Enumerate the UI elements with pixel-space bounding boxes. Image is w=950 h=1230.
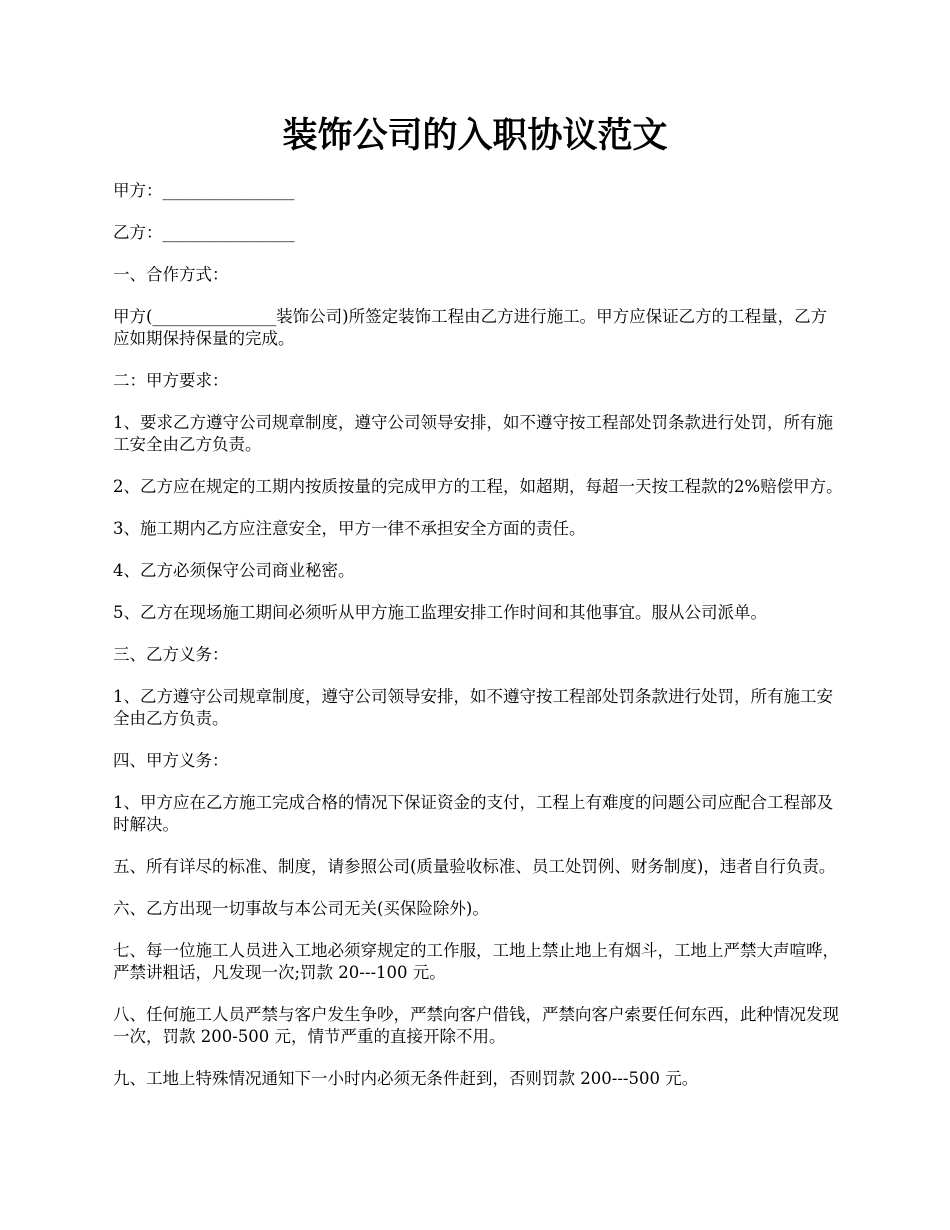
requirement-item-1: 1、要求乙方遵守公司规章制度，遵守公司领导安排，如不遵守按工程部处罚条款进行处罚，所有施工安全由乙方负责。 (113, 413, 833, 454)
clause-six: 六、乙方出现一切事故与本公司无关(买保险除外)。 (113, 899, 489, 918)
section-heading-party-b-obligations: 三、乙方义务： (113, 645, 229, 664)
requirement-item-5: 5、乙方在现场施工期间必须听从甲方施工监理安排工作时间和其他事宜。服从公司派单。 (113, 603, 767, 622)
requirement-item-4: 4、乙方必须保守公司商业秘密。 (113, 561, 355, 580)
section-heading-party-a-obligations: 四、甲方义务： (113, 751, 229, 770)
party-b-obligation-item-1: 1、乙方遵守公司规章制度，遵守公司领导安排，如不遵守按工程部处罚条款进行处罚，所有施工安全由乙方负责。 (113, 687, 833, 728)
clause-nine: 九、工地上特殊情况通知下一小时内必须无条件赶到，否则罚款 200---500 元。 (113, 1069, 699, 1088)
party-b-line: 乙方：________________ (113, 223, 295, 242)
section-heading-cooperation: 一、合作方式： (113, 265, 229, 284)
clause-eight: 八、任何施工人员严禁与客户发生争吵，严禁向客户借钱，严禁向客户索要任何东西，此种情况发现一次，罚款 200-500 元，情节严重的直接开除不用。 (113, 1005, 839, 1046)
cooperation-text: 甲方(_______________装饰公司)所签定装饰工程由乙方进行施工。甲方应保证乙方的工程量，乙方应如期保持保量的完成。 (113, 307, 828, 348)
requirement-item-3: 3、施工期内乙方应注意安全，甲方一律不承担安全方面的责任。 (113, 519, 586, 538)
section-heading-party-a-requirements: 二：甲方要求： (113, 371, 229, 390)
document-title: 装饰公司的入职协议范文 (282, 115, 668, 156)
party-a-line: 甲方：________________ (113, 181, 295, 200)
clause-seven: 七、每一位施工人员进入工地必须穿规定的工作服，工地上禁止地上有烟斗，工地上严禁大声喧哗，严禁讲粗话，凡发现一次;罚款 20---100 元。 (113, 941, 839, 982)
document-body (113, 180, 843, 1110)
clause-five: 五、所有详尽的标准、制度，请参照公司(质量验收标准、员工处罚例、财务制度)，违者自行负责。 (113, 857, 836, 876)
party-a-obligation-item-1: 1、甲方应在乙方施工完成合格的情况下保证资金的支付，工程上有难度的问题公司应配合工程部及时解决。 (113, 793, 833, 834)
requirement-item-2: 2、乙方应在规定的工期内按质按量的完成甲方的工程，如超期，每超一天按工程款的2%赔偿甲方。 (113, 477, 843, 496)
